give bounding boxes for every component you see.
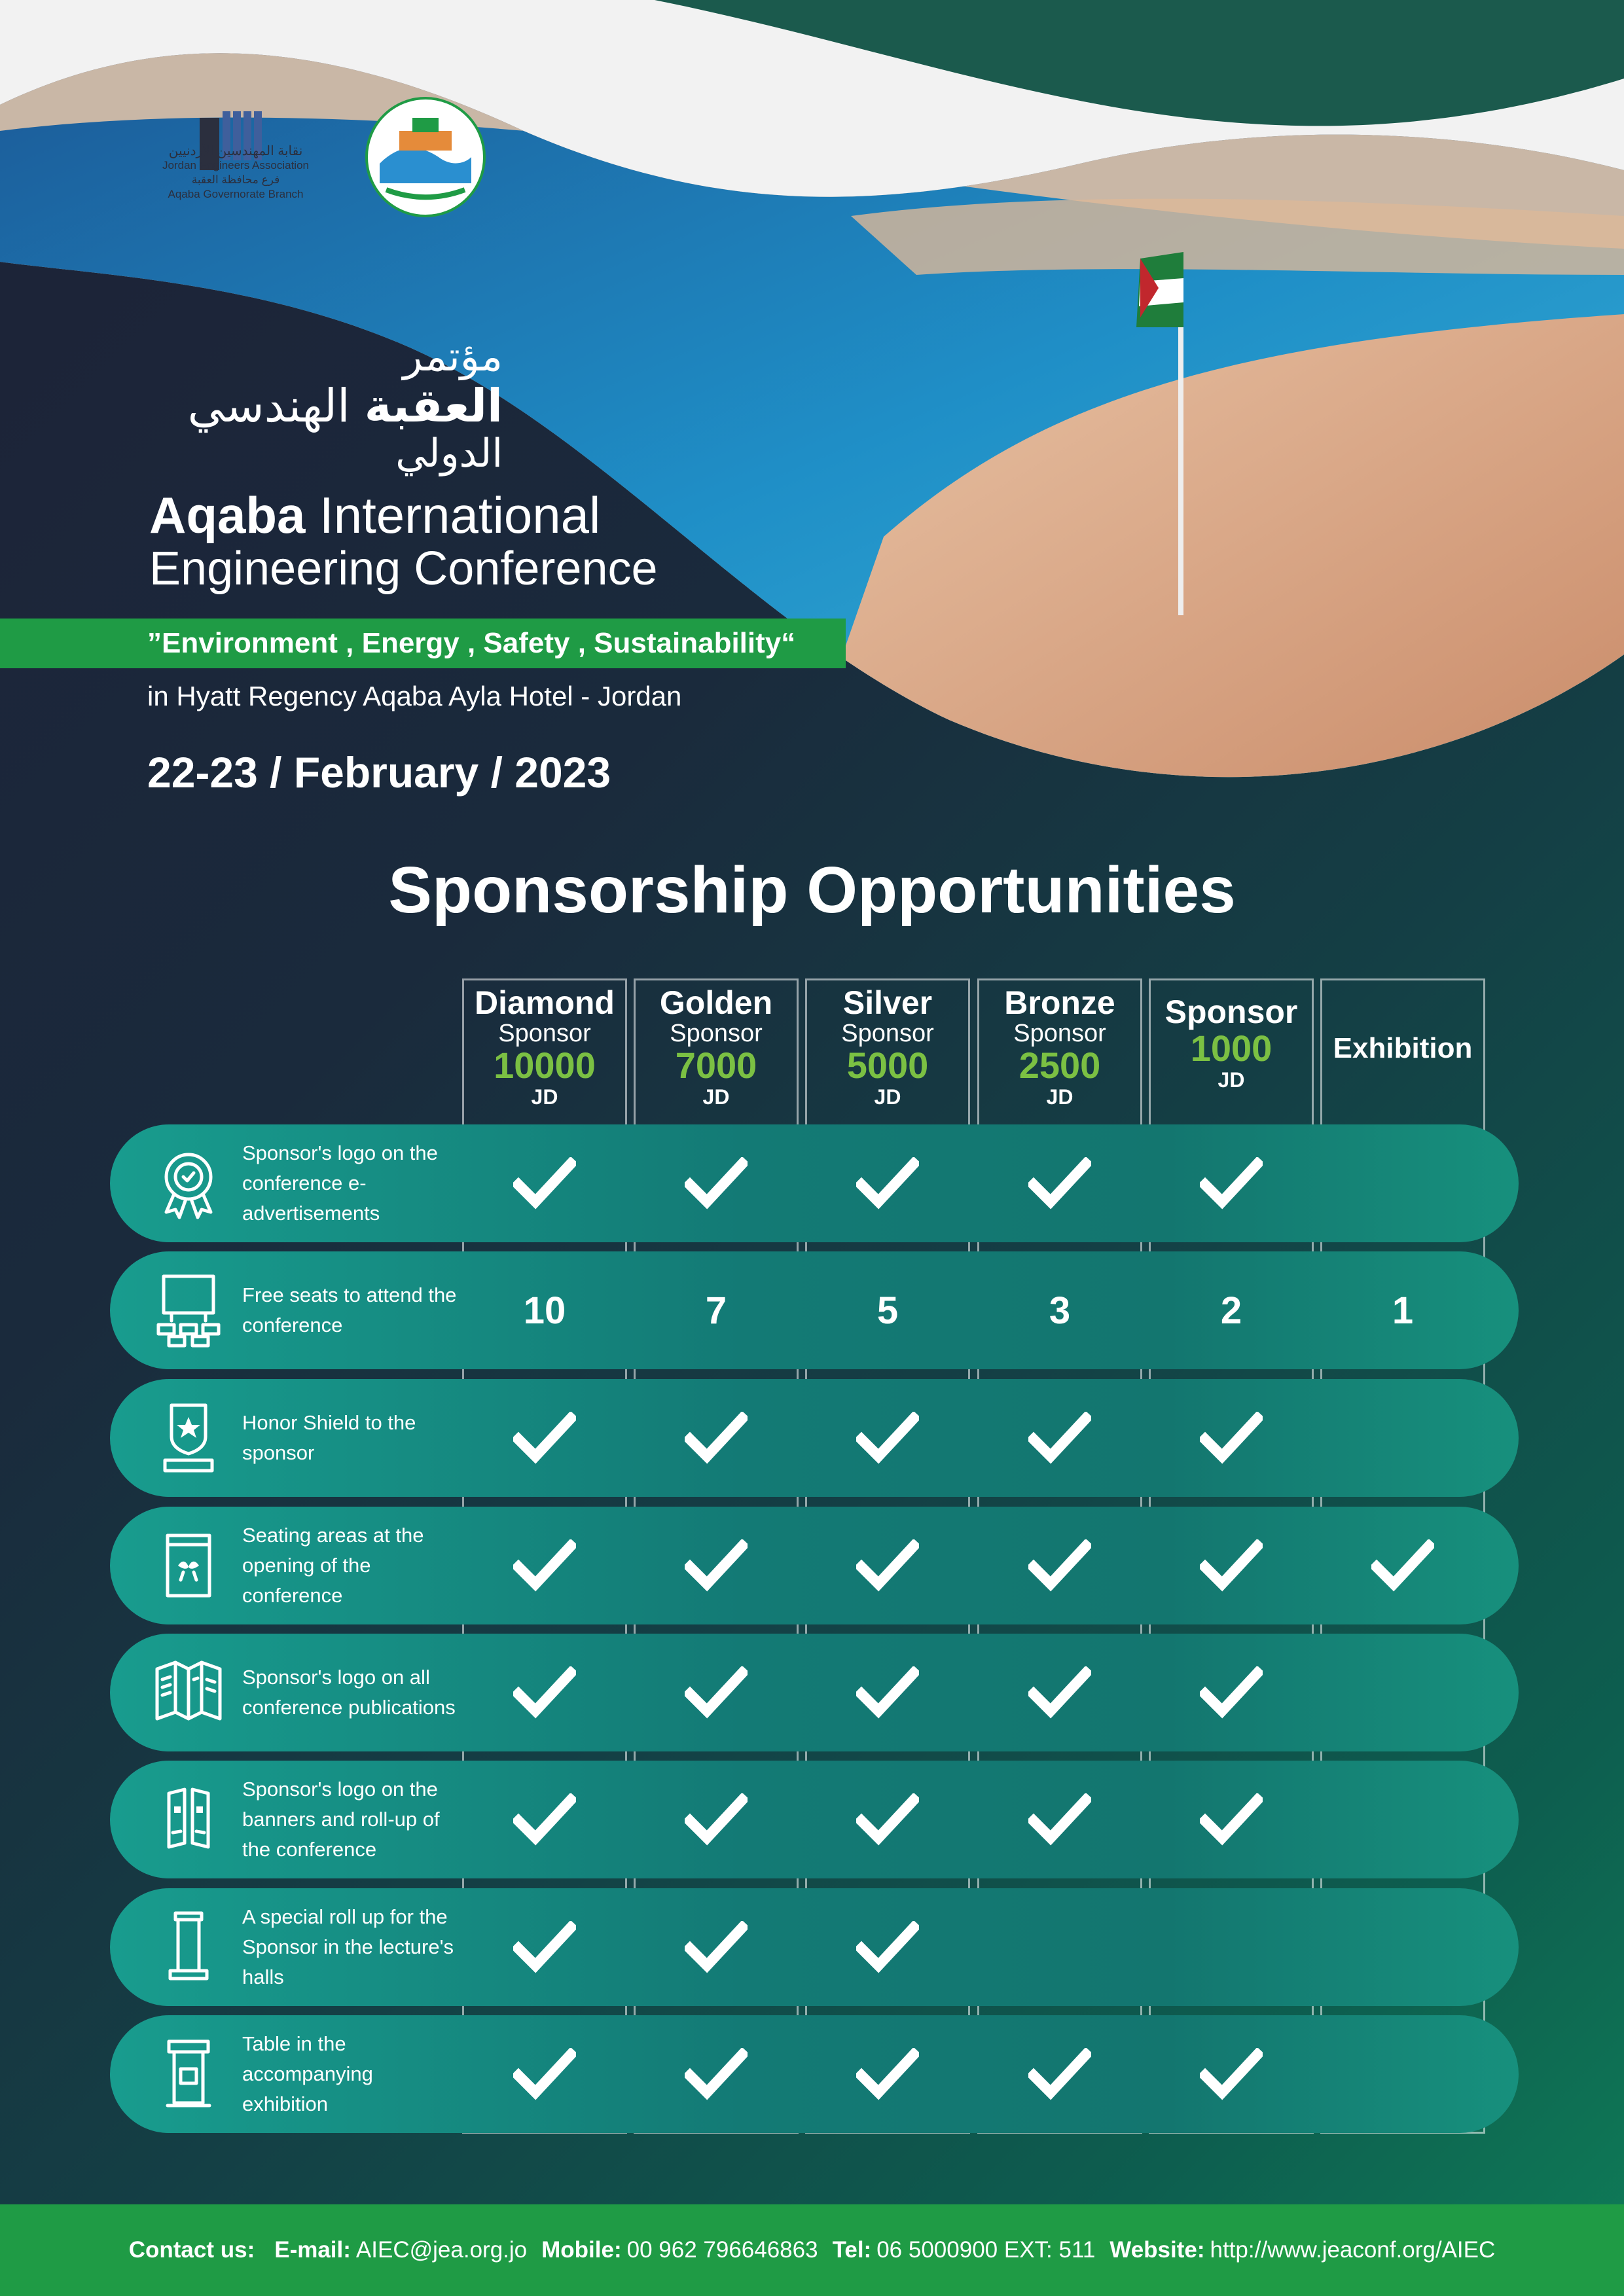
checkmark-icon — [513, 1157, 576, 1210]
checkmark-icon — [685, 1412, 748, 1464]
brochure-icon — [149, 1653, 228, 1732]
exhibition-table-icon — [149, 2035, 228, 2113]
checkmark-icon — [685, 1157, 748, 1210]
tier-sub: Sponsor — [670, 1020, 763, 1047]
benefit-cell-bronze — [977, 1761, 1142, 1878]
invitation-icon — [149, 1526, 228, 1605]
benefit-cell-sponsor — [1149, 1251, 1314, 1369]
section-heading: Sponsorship Opportunities — [388, 853, 1236, 927]
benefit-row — [110, 1251, 1519, 1369]
tier-sub: Sponsor — [1013, 1020, 1106, 1047]
jea-branch-en: Aqaba Governorate Branch — [168, 188, 304, 200]
mobile-number: 00 962 796646863 — [626, 2237, 818, 2263]
column-header-exhibition — [1320, 985, 1485, 1066]
checkmark-icon — [513, 2048, 576, 2100]
checkmark-icon — [1200, 1793, 1263, 1846]
checkmark-icon — [1371, 1539, 1434, 1592]
benefit-cell-diamond — [462, 1507, 627, 1624]
website-label: Website: — [1110, 2237, 1205, 2263]
benefit-label: Sponsor's logo on all conference publications — [242, 1666, 456, 1719]
benefit-cell-golden — [634, 1634, 799, 1751]
checkmark-icon — [685, 2048, 748, 2100]
english-title-international: International — [305, 486, 601, 544]
benefit-row — [110, 2015, 1519, 2133]
checkmark-icon — [1200, 1412, 1263, 1464]
benefit-row — [110, 1888, 1519, 2006]
arabic-title-line2 — [149, 380, 503, 432]
checkmark-icon — [1200, 2048, 1263, 2100]
arabic-title-engineering: الهندسي — [187, 379, 350, 433]
checkmark-icon — [513, 1412, 576, 1464]
checkmark-icon — [856, 2048, 919, 2100]
benefit-cell-bronze — [977, 1124, 1142, 1242]
benefit-count: 1 — [1392, 1289, 1414, 1332]
checkmark-icon — [856, 1666, 919, 1719]
benefit-row — [110, 1379, 1519, 1497]
benefit-row — [110, 1507, 1519, 1624]
checkmark-icon — [1028, 1539, 1091, 1592]
benefit-cell-sponsor — [1149, 1761, 1314, 1878]
tier-name: Silver — [842, 984, 933, 1021]
column-header-diamond — [462, 985, 627, 1109]
benefit-label: Honor Shield to the sponsor — [242, 1411, 416, 1464]
tier-currency: JD — [1046, 1085, 1074, 1109]
benefit-cell-bronze — [977, 1507, 1142, 1624]
benefit-cell-bronze — [977, 2015, 1142, 2133]
tier-currency: JD — [1218, 1068, 1245, 1092]
checkmark-icon — [513, 1539, 576, 1592]
benefit-cell-silver — [805, 1634, 970, 1751]
checkmark-icon — [1028, 1666, 1091, 1719]
benefit-cell-silver — [805, 2015, 970, 2133]
benefit-cell-golden — [634, 2015, 799, 2133]
benefit-row — [110, 1634, 1519, 1751]
footer-contact — [0, 2204, 1624, 2296]
checkmark-icon — [856, 1793, 919, 1846]
award-badge-icon — [149, 1144, 228, 1223]
benefit-count: 3 — [1049, 1289, 1071, 1332]
column-header-sponsor — [1149, 985, 1314, 1092]
checkmark-icon — [685, 1921, 748, 1973]
tier-currency: JD — [531, 1085, 558, 1109]
benefit-cell-sponsor — [1149, 1379, 1314, 1497]
tier-price: 7000 — [675, 1045, 757, 1086]
benefit-cell-golden — [634, 1379, 799, 1497]
jea-logo-text — [157, 144, 314, 202]
email-label: E-mail: — [274, 2237, 351, 2263]
benefit-cell-bronze — [977, 1379, 1142, 1497]
tier-name: Golden — [659, 984, 773, 1021]
benefit-cell-bronze — [977, 1251, 1142, 1369]
benefit-label: Seating areas at the opening of the conference — [242, 1524, 424, 1607]
english-title — [149, 488, 658, 595]
tier-currency: JD — [702, 1085, 730, 1109]
benefit-cell-diamond — [462, 1888, 627, 2006]
tier-price: 2500 — [1019, 1045, 1101, 1086]
jea-name-en: Jordan Engineers Association — [162, 159, 309, 171]
benefit-cell-sponsor — [1149, 1507, 1314, 1624]
checkmark-icon — [513, 1793, 576, 1846]
tel-label: Tel: — [832, 2237, 872, 2263]
benefit-cell-diamond — [462, 1124, 627, 1242]
arabic-title-line1: مؤتمر — [403, 332, 503, 380]
benefit-cell-diamond — [462, 1634, 627, 1751]
benefit-count: 5 — [876, 1289, 899, 1332]
benefit-cell-golden — [634, 1761, 799, 1878]
benefit-cell-sponsor — [1149, 1888, 1314, 2006]
tier-name: Diamond — [475, 984, 615, 1021]
checkmark-icon — [513, 1666, 576, 1719]
rollup-icon — [149, 1908, 228, 1986]
checkmark-icon — [513, 1921, 576, 1973]
benefit-row — [110, 1761, 1519, 1878]
benefit-cell-bronze — [977, 1888, 1142, 2006]
tier-price: 5000 — [846, 1045, 929, 1086]
checkmark-icon — [856, 1412, 919, 1464]
english-title-aqaba: Aqaba — [149, 486, 306, 544]
mobile-label: Mobile: — [541, 2237, 622, 2263]
benefit-label: Sponsor's logo on the banners and roll-up of the conference — [242, 1778, 440, 1861]
tel-number: 06 5000900 EXT: 511 — [876, 2237, 1096, 2263]
benefit-cell-silver — [805, 1379, 970, 1497]
checkmark-icon — [1028, 1793, 1091, 1846]
benefit-cell-diamond — [462, 1761, 627, 1878]
benefit-cell-diamond — [462, 1379, 627, 1497]
benefit-label: A special roll up for the Sponsor in the lecture's halls — [242, 1905, 454, 1988]
jea-branch-ar: فرع محافظة العقبة — [191, 173, 280, 186]
shield-icon — [149, 1399, 228, 1477]
benefit-cell-diamond — [462, 2015, 627, 2133]
benefit-cell-silver — [805, 1507, 970, 1624]
benefit-cell-silver — [805, 1888, 970, 2006]
benefit-cell-silver — [805, 1251, 970, 1369]
benefit-cell-exhibition — [1320, 1379, 1485, 1497]
benefit-cell-golden — [634, 1251, 799, 1369]
arabic-title — [149, 334, 503, 475]
benefit-cell-silver — [805, 1761, 970, 1878]
benefit-count: 10 — [523, 1289, 566, 1332]
tier-name: Sponsor — [1164, 994, 1298, 1030]
english-title-line2: Engineering Conference — [149, 543, 658, 595]
benefit-cell-exhibition — [1320, 1888, 1485, 2006]
tier-name: Bronze — [1004, 984, 1115, 1021]
benefit-cell-sponsor — [1149, 1634, 1314, 1751]
benefit-cell-sponsor — [1149, 1124, 1314, 1242]
conference-date: 22-23 / February / 2023 — [147, 748, 611, 797]
column-header-silver — [805, 985, 970, 1109]
benefit-label: Free seats to attend the conference — [242, 1283, 457, 1336]
checkmark-icon — [685, 1666, 748, 1719]
benefit-cell-exhibition — [1320, 1634, 1485, 1751]
benefit-label: Table in the accompanying exhibition — [242, 2032, 373, 2115]
benefit-count: 2 — [1220, 1289, 1242, 1332]
benefit-cell-golden — [634, 1124, 799, 1242]
seats-icon — [149, 1271, 228, 1350]
checkmark-icon — [1028, 2048, 1091, 2100]
banner-icon — [149, 1780, 228, 1859]
checkmark-icon — [1028, 1157, 1091, 1210]
benefit-cell-exhibition — [1320, 1761, 1485, 1878]
arabic-title-line3: الدولي — [395, 431, 503, 476]
benefit-cell-golden — [634, 1507, 799, 1624]
arabic-title-aqaba: العقبة — [364, 379, 503, 433]
benefit-cell-bronze — [977, 1634, 1142, 1751]
checkmark-icon — [1200, 1666, 1263, 1719]
tier-sub: Sponsor — [841, 1020, 934, 1047]
benefit-label: Sponsor's logo on the conference e-advertisements — [242, 1141, 438, 1225]
checkmark-icon — [856, 1539, 919, 1592]
contact-label: Contact us: — [128, 2237, 255, 2263]
email-link[interactable]: AIEC@jea.org.jo — [355, 2237, 528, 2263]
column-header-bronze — [977, 985, 1142, 1109]
benefit-cell-diamond — [462, 1251, 627, 1369]
column-header-golden — [634, 985, 799, 1109]
checkmark-icon — [685, 1539, 748, 1592]
benefit-row — [110, 1124, 1519, 1242]
jea-name-ar: نقابة المهندسين الأردنيين — [168, 144, 303, 158]
benefit-cell-exhibition — [1320, 1507, 1485, 1624]
aiec-conference-logo-icon — [360, 92, 491, 223]
benefit-cell-sponsor — [1149, 2015, 1314, 2133]
checkmark-icon — [856, 1921, 919, 1973]
tier-price: 10000 — [494, 1045, 596, 1086]
tier-currency: JD — [874, 1085, 901, 1109]
benefit-cell-exhibition — [1320, 1251, 1485, 1369]
checkmark-icon — [1028, 1412, 1091, 1464]
website-link[interactable]: http://www.jeaconf.org/AIEC — [1210, 2237, 1496, 2263]
checkmark-icon — [1200, 1539, 1263, 1592]
benefit-count: 7 — [705, 1289, 727, 1332]
checkmark-icon — [1200, 1157, 1263, 1210]
checkmark-icon — [856, 1157, 919, 1210]
checkmark-icon — [685, 1793, 748, 1846]
english-title-line1 — [149, 488, 658, 543]
benefit-cell-silver — [805, 1124, 970, 1242]
tier-name: Exhibition — [1333, 1032, 1473, 1064]
conference-theme: ”Environment , Energy , Safety , Sustainability“ — [147, 627, 796, 659]
benefit-cell-golden — [634, 1888, 799, 2006]
tier-sub: Sponsor — [498, 1020, 591, 1047]
benefit-cell-exhibition — [1320, 1124, 1485, 1242]
tier-price: 1000 — [1190, 1028, 1272, 1069]
benefit-cell-exhibition — [1320, 2015, 1485, 2133]
venue: in Hyatt Regency Aqaba Ayla Hotel - Jordan — [147, 681, 682, 711]
